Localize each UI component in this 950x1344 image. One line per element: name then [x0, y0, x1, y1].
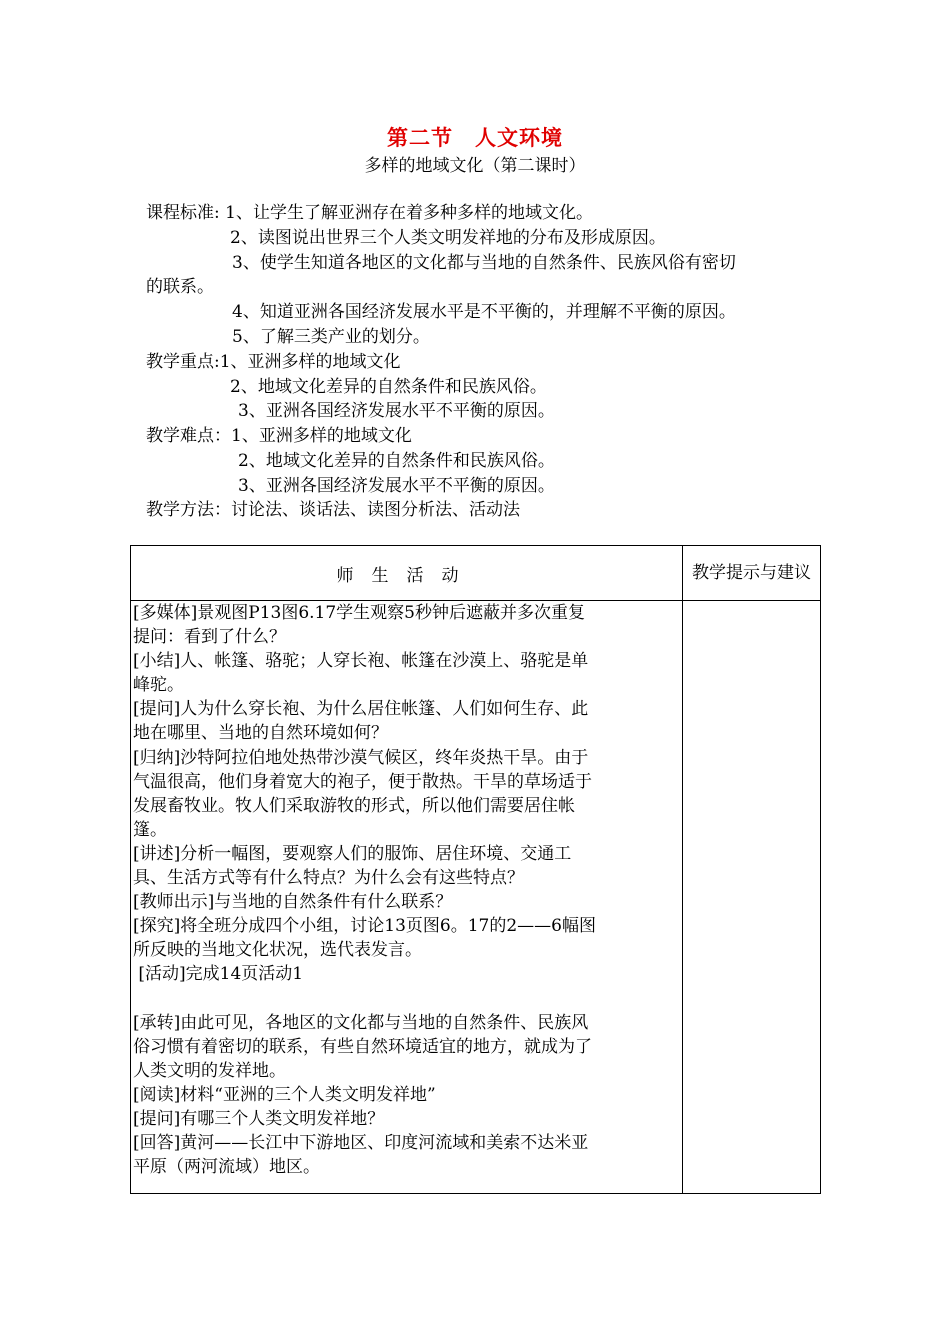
teaching-methods: 教学方法：讨论法、谈话法、读图分析法、活动法 — [146, 500, 520, 520]
header-teaching-tips: 教学提示与建议 — [683, 546, 821, 601]
difficulty-3: 3、亚洲各国经济发展水平不平衡的原因。 — [238, 476, 555, 496]
activity-line: [讲述]分析一幅图，要观察人们的服饰、居住环境、交通工 — [133, 843, 572, 864]
course-standard-2: 2、读图说出世界三个人类文明发祥地的分布及形成原因。 — [230, 228, 666, 248]
activity-line: 提问：看到了什么？ — [133, 627, 286, 648]
activity-table — [130, 545, 821, 1194]
activity-line: [承转]由此可见，各地区的文化都与当地的自然条件、民族风 — [133, 1012, 589, 1033]
course-standard-4: 4、知道亚洲各国经济发展水平是不平衡的，并理解不平衡的原因。 — [232, 302, 736, 322]
activity-line: [归纳]沙特阿拉伯地处热带沙漠气候区，终年炎热干旱。由于 — [133, 747, 589, 768]
activity-line: 人类文明的发祥地。 — [133, 1060, 286, 1081]
difficulty-1: 教学难点：1、亚洲多样的地域文化 — [146, 426, 412, 446]
course-standard-5: 5、了解三类产业的划分。 — [232, 327, 430, 347]
activity-line: [教师出示]与当地的自然条件有什么联系？ — [133, 892, 453, 913]
activity-line: 峰驼。 — [133, 675, 184, 696]
page-subtitle: 多样的地域文化（第二课时） — [364, 156, 586, 176]
course-standard-1: 课程标准: 1、让学生了解亚洲存在着多种多样的地域文化。 — [146, 203, 593, 223]
teaching-tips-cell — [683, 601, 821, 1194]
table-header-row — [131, 546, 821, 601]
course-standard-3: 3、使学生知道各地区的文化都与当地的自然条件、民族风俗有密切 — [232, 253, 736, 273]
activity-line: 篷。 — [133, 819, 167, 840]
blank-line — [133, 987, 680, 1011]
activity-line: [小结]人、帐篷、骆驼；人穿长袍、帐篷在沙漠上、骆驼是单 — [133, 651, 589, 672]
activity-line: [阅读]材料“亚洲的三个人类文明发祥地” — [133, 1084, 436, 1105]
activity-line: 所反映的当地文化状况，选代表发言。 — [133, 940, 422, 961]
activity-line: [活动]完成14页活动1 — [133, 964, 304, 985]
activity-line: [探究]将全班分成四个小组，讨论13页图6。17的2——6幅图 — [133, 916, 596, 937]
key-point-2: 2、地域文化差异的自然条件和民族风俗。 — [230, 377, 547, 397]
activity-line: [回答]黄河——长江中下游地区、印度河流域和美索不达米亚 — [133, 1132, 589, 1153]
key-point-1: 教学重点:1、亚洲多样的地域文化 — [146, 352, 401, 372]
activity-line: [提问]有哪三个人类文明发祥地？ — [133, 1108, 385, 1129]
header-teacher-student-activities: 师生活动 — [131, 546, 683, 601]
activity-line: 具、生活方式等有什么特点？为什么会有这些特点？ — [133, 868, 524, 889]
activity-line: [提问]人为什么穿长袍、为什么居住帐篷、人们如何生存、此 — [133, 699, 589, 720]
course-standard-3-cont: 的联系。 — [146, 277, 214, 297]
activity-line: 发展畜牧业。牧人们采取游牧的形式，所以他们需要居住帐 — [133, 795, 575, 816]
page-title: 第二节 人文环境 — [387, 126, 563, 150]
activities-cell — [131, 601, 683, 1194]
table-body-row — [131, 601, 821, 1194]
activity-line: 气温很高，他们身着宽大的袍子，便于散热。干旱的草场适于 — [133, 771, 592, 792]
activity-line: [多媒体]景观图P13图6.17学生观察5秒钟后遮蔽并多次重复 — [133, 603, 586, 623]
difficulty-2: 2、地域文化差异的自然条件和民族风俗。 — [238, 451, 555, 471]
activity-line: 地在哪里、当地的自然环境如何？ — [133, 723, 388, 744]
activity-line: 俗习惯有着密切的联系，有些自然环境适宜的地方，就成为了 — [133, 1036, 592, 1057]
activity-line: 平原（两河流域）地区。 — [133, 1157, 320, 1178]
key-point-3: 3、亚洲各国经济发展水平不平衡的原因。 — [238, 401, 555, 421]
